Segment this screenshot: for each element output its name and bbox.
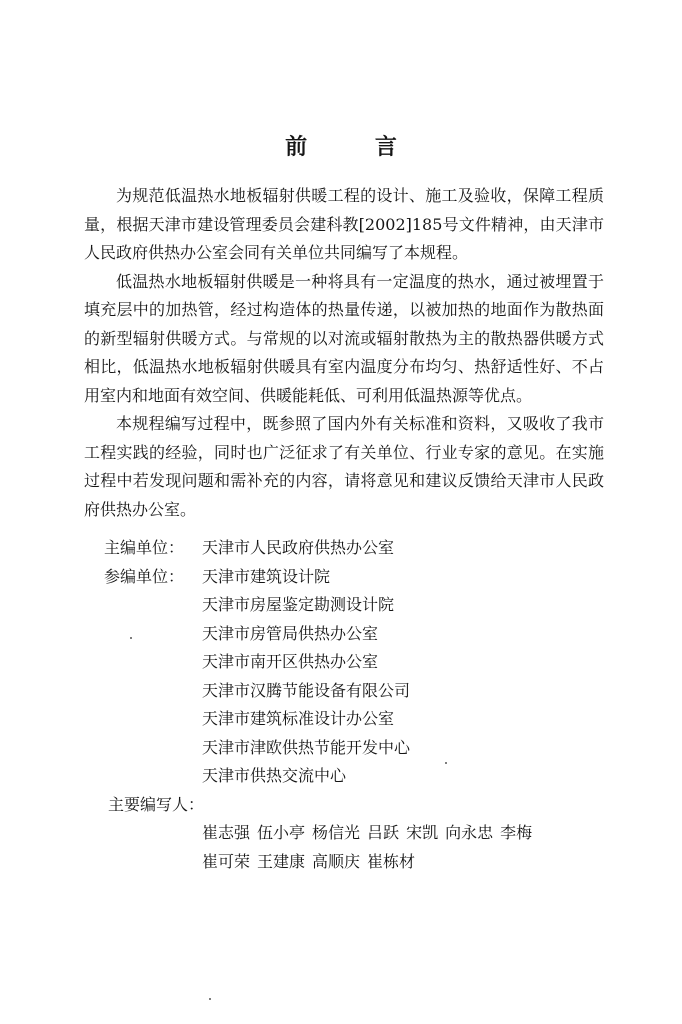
writer-name: 王建康 [257,851,306,871]
preface-body [84,182,604,524]
writer-name: 向永忠 [445,823,494,842]
participants-list [202,591,624,791]
participant-item: 天津市汉腾节能设备有限公司 [202,680,411,700]
chief-editor-label: 主编单位： [104,538,185,557]
writer-name: 崔志强 [202,823,251,842]
scan-speck [209,998,211,1000]
writer-name: 伍小亭 [257,823,306,842]
participant-item: 天津市房管局供热办公室 [202,623,379,643]
writer-name: 高顺庆 [312,851,361,871]
chief-editor-value: 天津市人民政府供热办公室 [202,538,395,557]
participant-item: 天津市建筑设计院 [202,566,331,586]
participants-row [104,563,624,592]
writer-name: 崔可荣 [202,851,251,871]
participant-item: 天津市建筑标准设计办公室 [202,709,395,728]
participant-item: 天津市供热交流中心 [202,766,347,785]
scan-speck [445,762,447,764]
writers-label: 主要编写人： [108,794,205,814]
participant-item: 天津市津欧供热节能开发中心 [202,737,411,757]
writer-name: 宋凯 [406,823,439,842]
scan-speck [130,637,132,639]
writers-list [202,819,622,876]
participants-label: 参编单位： [104,566,185,586]
chief-editor-row [104,534,624,563]
writer-name: 崔栋材 [367,851,416,871]
page-title: 前 言 [285,134,427,160]
participant-item: 天津市房屋鉴定勘测设计院 [202,595,395,614]
writer-name: 吕跃 [367,823,400,842]
paragraph-process: 本规程编写过程中，既参照了国内外有关标准和资料，又吸收了我市工程实践的经验，同时也广泛征求了有关单位、行业专家的意见。在实施过程中若发现问题和需补充的内容，请将意见和建议反馈给天津市人民政府供热办公室。 [84,414,604,519]
paragraph-description: 低温热水地板辐射供暖是一种将具有一定温度的热水，通过被埋置于填充层中的加热管，经过构造体的热量传递，以被加热的地面作为散热面的新型辐射供暖方式。与常规的以对流或辐射散热为主的散热器供暖方式相比，低温热水地板辐射供暖具有室内温度分布均匀、热舒适性好、不占用室内和地面有效空间、供暖能耗低、可利用低温热源等优点。 [84,271,604,405]
participant-item: 天津市南开区供热办公室 [202,652,379,671]
paragraph-purpose: 为规范低温热水地板辐射供暖工程的设计、施工及验收，保障工程质量，根据天津市建设管理委员会建科教[2002]185号文件精神，由天津市人民政府供热办公室会同有关单位共同编写了本规程。 [84,186,604,262]
writer-name: 杨信光 [312,823,361,842]
writer-name: 李梅 [500,823,533,842]
credits-section [104,534,624,876]
